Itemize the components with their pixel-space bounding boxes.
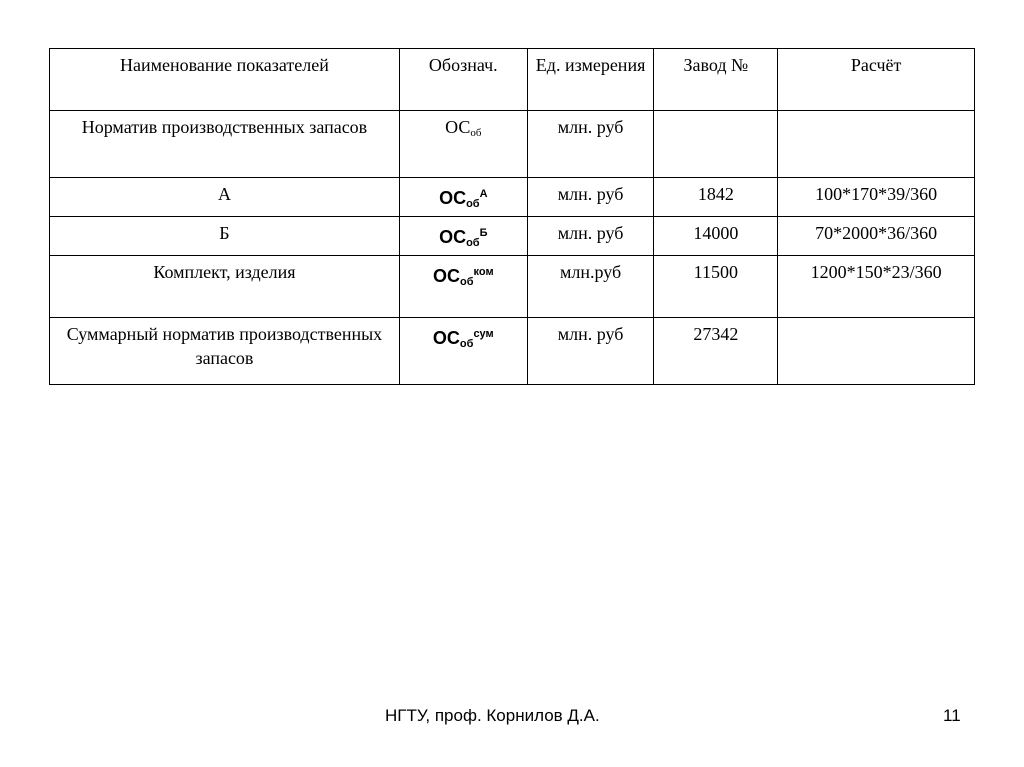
symbol-sup: сум <box>473 328 494 340</box>
header-cell-calc: Расчёт <box>778 49 975 111</box>
header-cell-name: Наименование показателей <box>50 49 400 111</box>
table-header-row <box>50 49 975 111</box>
row-value: 27342 <box>654 318 778 385</box>
symbol-sup: ком <box>473 266 494 278</box>
row-value <box>654 111 778 178</box>
row-calc: 100*170*39/360 <box>778 178 975 217</box>
symbol-base: ОС <box>439 227 467 247</box>
symbol-sub: об <box>466 198 480 210</box>
symbol-base: ОС <box>432 328 460 348</box>
row-unit: млн. руб <box>527 217 654 256</box>
row-symbol <box>399 178 527 217</box>
symbol-sub: об <box>460 276 474 288</box>
header-cell-unit: Ед. измерения <box>527 49 654 111</box>
table-row <box>50 256 975 318</box>
row-unit: млн. руб <box>527 178 654 217</box>
symbol-base: ОС <box>439 188 467 208</box>
row-unit: млн.руб <box>527 256 654 318</box>
row-name: Комплект, изделия <box>50 256 400 318</box>
table-row <box>50 217 975 256</box>
row-name: Б <box>50 217 400 256</box>
table-row <box>50 318 975 385</box>
symbol-sup: Б <box>479 227 488 239</box>
symbol-sub: об <box>466 237 480 249</box>
row-value: 11500 <box>654 256 778 318</box>
header-cell-symbol: Обознач. <box>399 49 527 111</box>
row-symbol <box>399 318 527 385</box>
page-number: 11 <box>943 706 961 725</box>
row-value: 14000 <box>654 217 778 256</box>
row-unit: млн. руб <box>527 318 654 385</box>
row-symbol <box>399 217 527 256</box>
symbol-sub: об <box>459 338 474 350</box>
symbol-base: ОС <box>433 266 460 286</box>
header-cell-plant: Завод № <box>654 49 778 111</box>
row-value: 1842 <box>654 178 778 217</box>
indicators-table <box>49 48 975 385</box>
row-calc: 70*2000*36/360 <box>778 217 975 256</box>
row-unit: млн. руб <box>527 111 654 178</box>
row-name: А <box>50 178 400 217</box>
symbol-sup: А <box>479 188 488 200</box>
row-calc: 1200*150*23/360 <box>778 256 975 318</box>
table-row <box>50 111 975 178</box>
row-symbol <box>399 256 527 318</box>
row-symbol <box>399 111 527 178</box>
symbol-sub: об <box>470 127 482 139</box>
symbol-base: ОС <box>445 117 471 137</box>
table-row <box>50 178 975 217</box>
row-calc <box>778 318 975 385</box>
row-calc <box>778 111 975 178</box>
row-name: Норматив производственных запасов <box>50 111 400 178</box>
footer-author: НГТУ, проф. Корнилов Д.А. <box>385 706 600 725</box>
row-name: Суммарный норматив производственных запасов <box>50 318 400 385</box>
